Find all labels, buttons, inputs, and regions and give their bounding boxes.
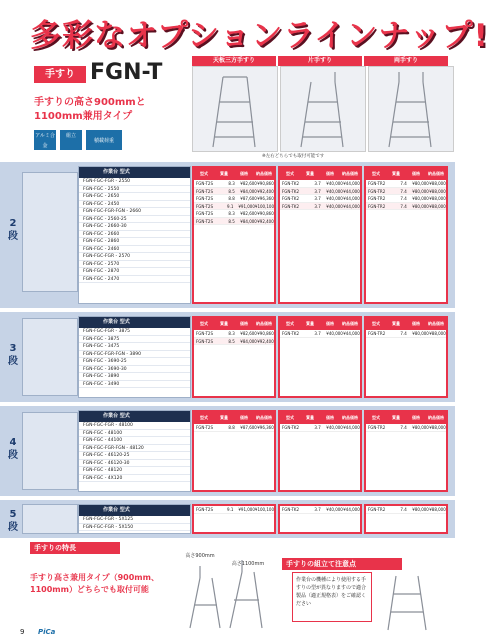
cell: FGN-T2S: [196, 338, 213, 344]
cell: FGN-TR2: [368, 188, 386, 194]
th-weight: 質量: [306, 415, 314, 420]
cell: FGN-TK2: [282, 425, 300, 430]
cell: ¥40,000: [326, 203, 343, 209]
cell: ¥88,000: [429, 181, 446, 186]
cell: ¥100,100: [254, 507, 274, 512]
table-row: [366, 180, 446, 188]
ladder-icon: [193, 67, 277, 153]
cell: ¥40,000: [326, 196, 343, 201]
section-label: 5段: [8, 509, 18, 533]
cell: 7.4: [400, 181, 407, 186]
section-label: 4段: [8, 437, 18, 461]
cell: 7.4: [400, 331, 407, 336]
table-row: [280, 424, 360, 432]
table-row: [366, 506, 446, 514]
table-header: [194, 168, 274, 180]
cell: ¥80,000: [412, 425, 429, 430]
cell: 8.3: [228, 181, 235, 186]
cell: FGN-TR2: [368, 181, 386, 186]
cell: 7.4: [400, 425, 407, 430]
header-one-side: 片手すり: [278, 56, 362, 66]
aluminum-badge: アルミ合金: [34, 130, 56, 150]
cell: FGN-TK2: [282, 203, 300, 209]
cell: 7.4: [400, 203, 407, 209]
th-weight: 質量: [306, 321, 314, 326]
th-net: 納品価格: [428, 321, 444, 326]
height-900-label: 高さ900mm: [185, 553, 215, 559]
cell: ¥88,000: [429, 331, 446, 336]
spec-row: FGN-FGC-FGR - 5X125: [79, 516, 190, 524]
spec-row: FGN-FGC-FGR-FGN - 3890: [79, 351, 190, 359]
table-row: [280, 330, 360, 338]
spec-row: FGN-FGC - 46120-30: [79, 460, 190, 468]
th-price: 価格: [412, 171, 420, 176]
table-row: [280, 188, 360, 196]
price-table-both-side: [364, 316, 448, 398]
th-model: 型式: [200, 415, 208, 420]
cell: ¥96,360: [257, 425, 274, 430]
cell: 8.5: [228, 218, 235, 224]
cell: 9.1: [227, 507, 234, 512]
table-row: [194, 330, 274, 338]
table-header: [194, 318, 274, 330]
one-side-photo: [280, 66, 366, 152]
th-weight: 質量: [306, 171, 314, 176]
cell: FGN-T2S: [196, 507, 213, 512]
spec-row: FGN-FGC - 48100: [79, 430, 190, 438]
header-three-side: 天板三方手すり: [192, 56, 276, 66]
table-row: [194, 195, 274, 203]
cell: 3.7: [314, 507, 321, 512]
table-header: [280, 412, 360, 424]
cell: ¥82,600: [240, 211, 257, 216]
spec-row: FGN-FGC - 2650: [79, 193, 190, 201]
cell: FGN-T2S: [196, 218, 213, 224]
th-price: 価格: [326, 171, 334, 176]
section-3-step: [0, 312, 455, 402]
th-model: 型式: [286, 321, 294, 326]
spec-row: FGN-FGC-FGR-FGN - 48120: [79, 445, 190, 453]
cell: ¥87,600: [240, 196, 257, 201]
cell: ¥40,000: [326, 181, 343, 186]
cell: FGN-TR2: [368, 196, 386, 201]
spec-list: [78, 504, 191, 534]
cell: 8.8: [228, 196, 235, 201]
th-net: 納品価格: [428, 171, 444, 176]
th-net: 納品価格: [428, 415, 444, 420]
table-row: [194, 506, 274, 514]
assembly-badge: 組立: [60, 130, 82, 150]
spec-row: FGN-FGC-FGR - 48100: [79, 422, 190, 430]
section-4-step: [0, 406, 455, 496]
badges: [34, 130, 154, 152]
cell: ¥88,000: [429, 203, 446, 209]
cell: ¥80,000: [412, 203, 429, 209]
spec-row: FGN-FGC - 2470: [79, 276, 190, 284]
cell: 3.7: [314, 181, 321, 186]
spec-row: FGN-FGC - 2570: [79, 261, 190, 269]
table-row: [366, 195, 446, 203]
feature-text: 手すり高さ兼用タイプ（900mm、1100mm）どちらでも取付可能: [30, 573, 159, 594]
price-table-three-side: [192, 316, 276, 398]
cell: ¥82,600: [240, 331, 257, 336]
cell: 3.7: [314, 331, 321, 336]
cell: ¥100,100: [254, 203, 274, 209]
table-row: [194, 218, 274, 226]
cell: FGN-T2S: [196, 188, 213, 194]
table-row: [280, 506, 360, 514]
price-table-three-side: [192, 504, 276, 534]
cell: ¥92,400: [257, 188, 274, 194]
spec-row: FGN-FGC - 46120-25: [79, 452, 190, 460]
cell: ¥44,000: [343, 181, 360, 186]
cell: 8.5: [228, 338, 235, 344]
cell: FGN-T2S: [196, 181, 213, 186]
three-side-photo: [192, 66, 278, 152]
headline: 多彩なオプションラインナップ!: [30, 18, 489, 54]
cell: ¥80,000: [412, 188, 429, 194]
subtitle: 手すりの高さ900mmと1100mm兼用タイプ: [34, 97, 146, 122]
cell: FGN-TK2: [282, 331, 300, 336]
th-price: 価格: [412, 321, 420, 326]
spec-header: 作業台 型式: [79, 317, 190, 328]
spec-row: FGN-FGC - 3890: [79, 373, 190, 381]
table-header: [366, 318, 446, 330]
cell: 8.8: [228, 425, 235, 430]
load-badge: 積載荷重: [86, 130, 122, 150]
cell: ¥91,000: [238, 507, 255, 512]
cell: ¥96,360: [257, 196, 274, 201]
cell: ¥44,000: [343, 331, 360, 336]
cell: FGN-T2S: [196, 331, 213, 336]
assembly-header: 手すりの組立て注意点: [282, 558, 402, 570]
spec-row: FGN-FGC - 3475: [79, 343, 190, 351]
table-row: [280, 195, 360, 203]
cell: ¥92,400: [257, 218, 274, 224]
spec-row: FGN-FGC-FGR-FGN - 2660: [79, 208, 190, 216]
cell: 3.7: [314, 425, 321, 430]
handrail-diagram-icon: [170, 560, 280, 630]
cell: ¥80,000: [412, 196, 429, 201]
table-header: [280, 318, 360, 330]
spec-list: [78, 410, 191, 492]
table-row: [194, 203, 274, 211]
table-row: [366, 188, 446, 196]
section-label: 3段: [8, 343, 18, 367]
cell: ¥84,000: [240, 338, 257, 344]
cell: ¥40,000: [326, 507, 343, 512]
price-table-three-side: [192, 410, 276, 492]
th-weight: 質量: [392, 321, 400, 326]
section-photo: [22, 318, 78, 396]
spec-row: FGN-FGC - 2550: [79, 186, 190, 194]
spec-row: FGN-FGC - 3690-30: [79, 366, 190, 374]
cell: ¥90,860: [257, 211, 274, 216]
table-row: [194, 210, 274, 218]
cell: ¥80,000: [412, 181, 429, 186]
section-2-step: [0, 162, 455, 308]
cell: ¥88,000: [429, 196, 446, 201]
th-price: 価格: [412, 415, 420, 420]
cell: FGN-TK2: [282, 181, 300, 186]
cell: FGN-TR2: [368, 425, 386, 430]
ladder-icon: [281, 67, 365, 153]
price-table-three-side: [192, 166, 276, 304]
cell: ¥88,000: [429, 425, 446, 430]
price-table-one-side: [278, 316, 362, 398]
th-weight: 質量: [220, 415, 228, 420]
cell: 3.7: [314, 196, 321, 201]
spec-row: FGN-FGC - 3690-25: [79, 358, 190, 366]
cell: 8.3: [228, 331, 235, 336]
price-table-one-side: [278, 166, 362, 304]
cell: 8.5: [228, 188, 235, 194]
table-row: [366, 424, 446, 432]
cell: 9.1: [227, 203, 234, 209]
spec-row: FGN-FGC-FGR - 2570: [79, 253, 190, 261]
column-headers: [192, 56, 448, 66]
th-price: 価格: [240, 321, 248, 326]
th-price: 価格: [326, 415, 334, 420]
th-net: 納品価格: [342, 321, 358, 326]
spec-header: 作業台 型式: [79, 505, 190, 516]
cell: FGN-T2S: [196, 203, 213, 209]
spec-row: FGN-FGC - 2870: [79, 268, 190, 276]
cell: ¥44,000: [343, 196, 360, 201]
cell: FGN-T2S: [196, 211, 213, 216]
th-net: 納品価格: [342, 415, 358, 420]
table-row: [194, 424, 274, 432]
spec-row: FGN-FGC - 4X120: [79, 475, 190, 483]
cell: FGN-TK2: [282, 507, 300, 512]
cell: ¥80,000: [412, 331, 429, 336]
ladder-photo-icon: [378, 572, 438, 632]
cell: 7.4: [400, 188, 407, 194]
th-price: 価格: [240, 415, 248, 420]
page-number: 9: [20, 628, 25, 636]
cell: FGN-T2S: [196, 196, 213, 201]
cell: ¥84,000: [240, 188, 257, 194]
table-row: [366, 330, 446, 338]
price-table-both-side: [364, 410, 448, 492]
cell: FGN-TR2: [368, 507, 386, 512]
table-row: [194, 188, 274, 196]
th-model: 型式: [286, 415, 294, 420]
cell: ¥40,000: [326, 331, 343, 336]
cell: 3.7: [314, 203, 321, 209]
table-row: [366, 203, 446, 211]
th-weight: 質量: [220, 321, 228, 326]
cell: ¥44,000: [343, 188, 360, 194]
cell: ¥44,000: [343, 203, 360, 209]
cell: ¥44,000: [343, 425, 360, 430]
spec-row: FGN-FGC - 2660-30: [79, 223, 190, 231]
th-weight: 質量: [220, 171, 228, 176]
th-net: 納品価格: [342, 171, 358, 176]
th-price: 価格: [240, 171, 248, 176]
section-photo: [22, 412, 78, 490]
table-row: [194, 180, 274, 188]
th-price: 価格: [326, 321, 334, 326]
cell: ¥40,000: [326, 188, 343, 194]
cell: ¥40,000: [326, 425, 343, 430]
table-header: [280, 168, 360, 180]
spec-row: FGN-FGC - 44100: [79, 437, 190, 445]
cell: FGN-T2S: [196, 425, 213, 430]
assembly-text: 作業台の機種により使用する手すりの型が異なりますので適合製品（適正規格表）をご確認ください: [292, 572, 372, 622]
spec-row: FGN-FGC - 3875: [79, 336, 190, 344]
header-both-side: 両手すり: [364, 56, 448, 66]
th-model: 型式: [200, 171, 208, 176]
th-weight: 質量: [392, 415, 400, 420]
cell: 3.7: [314, 188, 321, 194]
th-model: 型式: [200, 321, 208, 326]
section-photo: [22, 172, 78, 292]
th-model: 型式: [372, 321, 380, 326]
cell: ¥80,000: [412, 507, 429, 512]
cell: FGN-TK2: [282, 196, 300, 201]
section-label: 2段: [8, 218, 18, 242]
cell: ¥88,000: [429, 507, 446, 512]
spec-list: [78, 316, 191, 398]
section-5-step: [0, 500, 455, 538]
spec-list: [78, 166, 191, 304]
th-model: 型式: [372, 415, 380, 420]
cell: FGN-TK2: [282, 188, 300, 194]
cell: ¥92,400: [257, 338, 274, 344]
cell: ¥90,860: [257, 331, 274, 336]
spec-header: 作業台 型式: [79, 167, 190, 178]
spec-row: FGN-FGC - 2450: [79, 201, 190, 209]
price-table-both-side: [364, 504, 448, 534]
price-table-one-side: [278, 410, 362, 492]
both-side-photo: [368, 66, 454, 152]
price-table-one-side: [278, 504, 362, 534]
height-1100-label: 高さ1100mm: [231, 561, 265, 567]
th-net: 納品価格: [256, 171, 272, 176]
th-model: 型式: [372, 171, 380, 176]
cell: 7.4: [400, 196, 407, 201]
th-net: 納品価格: [256, 321, 272, 326]
cell: ¥87,600: [240, 425, 257, 430]
model-name: FGN-T: [90, 60, 163, 85]
spec-row: FGN-FGC - 48120: [79, 467, 190, 475]
spec-row: FGN-FGC-FGR - 3875: [79, 328, 190, 336]
spec-row: FGN-FGC - 2460: [79, 246, 190, 254]
cell: ¥84,000: [240, 218, 257, 224]
table-header: [366, 412, 446, 424]
top-banner: [0, 0, 489, 58]
product-photos: [192, 66, 448, 152]
category-tag: 手すり: [34, 66, 86, 83]
cell: ¥82,600: [240, 181, 257, 186]
cell: 8.3: [228, 211, 235, 216]
brand-logo: PiCa: [38, 628, 56, 636]
th-net: 納品価格: [256, 415, 272, 420]
cell: ¥90,860: [257, 181, 274, 186]
cell: FGN-TR2: [368, 331, 386, 336]
section-photo: [22, 504, 78, 534]
table-row: [194, 338, 274, 346]
spec-row: FGN-FGC-FGR - 5X150: [79, 524, 190, 532]
feature-header: 手すりの特長: [30, 542, 120, 554]
price-table-both-side: [364, 166, 448, 304]
spec-row: FGN-FGC - 3490: [79, 381, 190, 389]
spec-header: 作業台 型式: [79, 411, 190, 422]
spec-row: FGN-FGC-FGR - 2550: [79, 178, 190, 186]
table-row: [280, 203, 360, 211]
spec-row: FGN-FGC - 2860: [79, 238, 190, 246]
cell: ¥88,000: [429, 188, 446, 194]
th-weight: 質量: [392, 171, 400, 176]
ladder-icon: [369, 67, 453, 153]
table-row: [280, 180, 360, 188]
spec-row: FGN-FGC - 2560-25: [79, 216, 190, 224]
spec-row: FGN-FGC - 2660: [79, 231, 190, 239]
table-header: [194, 412, 274, 424]
cell: ¥44,000: [343, 507, 360, 512]
note: ※左右どちらでも取付可能です: [262, 154, 325, 159]
cell: ¥91,000: [238, 203, 255, 209]
table-header: [366, 168, 446, 180]
cell: FGN-TR2: [368, 203, 386, 209]
cell: 7.4: [400, 507, 407, 512]
th-model: 型式: [286, 171, 294, 176]
